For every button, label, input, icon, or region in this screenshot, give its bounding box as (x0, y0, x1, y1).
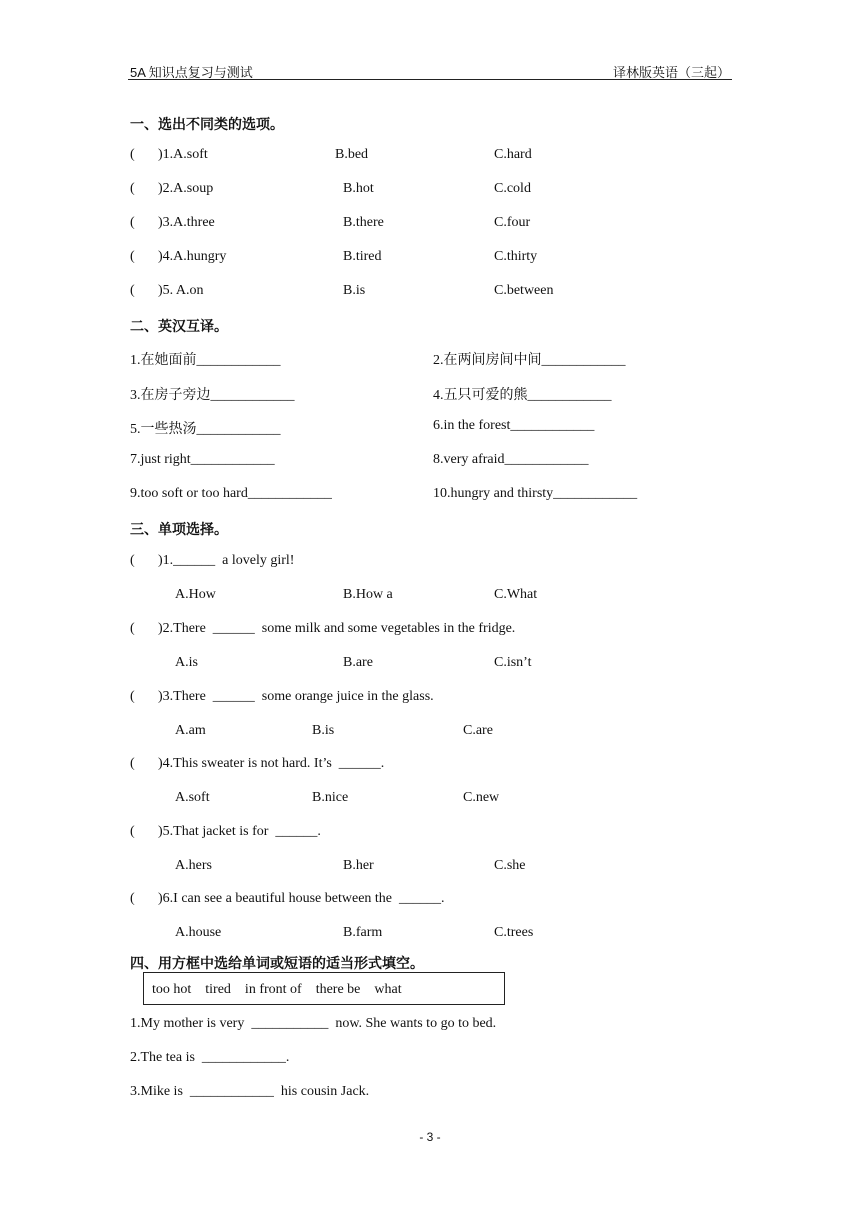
option-b: B.her (343, 858, 374, 873)
answer-paren: ( (130, 215, 135, 230)
question-text: )2.There ______ some milk and some vegetables in the fridge. (158, 621, 516, 636)
option-c: C.she (494, 858, 526, 873)
option-b: B.is (343, 283, 366, 298)
option-b: B.nice (312, 790, 349, 805)
option-c: C.trees (494, 925, 534, 940)
section3-title: 三、单项选择。 (130, 522, 228, 538)
question-text: )2.A.soup (158, 181, 214, 196)
answer-paren: ( (130, 553, 135, 568)
option-b: B.farm (343, 925, 383, 940)
translation-item: 8.very afraid____________ (433, 452, 589, 467)
answer-paren: ( (130, 756, 135, 771)
question-text: )4.This sweater is not hard. It’s ______. (158, 756, 385, 771)
option-c: C.are (463, 723, 493, 738)
option-b: B.is (312, 723, 335, 738)
question-text: )4.A.hungry (158, 249, 227, 264)
translation-item: 4.五只可爱的熊____________ (433, 388, 612, 403)
translation-item: 2.在两间房间中间____________ (433, 353, 626, 368)
option-b: B.bed (335, 147, 369, 162)
option-c: C.What (494, 587, 538, 602)
option-b: B.hot (343, 181, 374, 196)
option-c: C.four (494, 215, 531, 230)
question-text: )6.I can see a beautiful house between the ______. (158, 891, 445, 906)
page-number: - 3 - (419, 1130, 441, 1144)
answer-paren: ( (130, 249, 135, 264)
question-text: )5. A.on (158, 283, 204, 298)
section1-title: 一、选出不同类的选项。 (130, 117, 284, 133)
answer-paren: ( (130, 891, 135, 906)
translation-item: 5.一些热汤____________ (130, 422, 281, 437)
answer-paren: ( (130, 689, 135, 704)
fill-item: 2.The tea is ____________. (130, 1050, 290, 1065)
option-c: C.isn’t (494, 655, 532, 670)
question-text: )3.There ______ some orange juice in the glass. (158, 689, 434, 704)
option-b: B.there (343, 215, 384, 230)
option-a: A.is (175, 655, 198, 670)
translation-item: 1.在她面前____________ (130, 353, 281, 368)
fill-item: 3.Mike is ____________ his cousin Jack. (130, 1084, 370, 1099)
translation-item: 9.too soft or too hard____________ (130, 486, 332, 501)
header-divider (128, 79, 732, 80)
fill-item: 1.My mother is very ___________ now. She wants to go to bed. (130, 1016, 497, 1031)
header-right: 译林版英语（三起） (612, 65, 730, 80)
answer-paren: ( (130, 621, 135, 636)
question-text: )1.______ a lovely girl! (158, 553, 295, 568)
answer-paren: ( (130, 824, 135, 839)
option-a: A.house (175, 925, 222, 940)
header-left: 5A 知识点复习与测试 (130, 65, 253, 80)
option-a: A.How (175, 587, 216, 602)
question-text: )1.A.soft (158, 147, 208, 162)
translation-item: 3.在房子旁边____________ (130, 388, 295, 403)
word-box-words: too hot tired in front of there be what (152, 982, 402, 997)
translation-item: 10.hungry and thirsty____________ (433, 486, 638, 501)
option-c: C.thirty (494, 249, 538, 264)
option-c: C.between (494, 283, 554, 298)
option-c: C.new (463, 790, 500, 805)
option-b: B.are (343, 655, 373, 670)
option-c: C.cold (494, 181, 531, 196)
section2-title: 二、英汉互译。 (130, 319, 228, 335)
section4-title: 四、用方框中选给单词或短语的适当形式填空。 (130, 956, 424, 972)
translation-item: 7.just right____________ (130, 452, 275, 467)
answer-paren: ( (130, 283, 135, 298)
word-box (143, 972, 505, 1005)
option-c: C.hard (494, 147, 532, 162)
translation-item: 6.in the forest____________ (433, 418, 595, 433)
answer-paren: ( (130, 147, 135, 162)
option-a: A.hers (175, 858, 212, 873)
answer-paren: ( (130, 181, 135, 196)
question-text: )5.That jacket is for ______. (158, 824, 321, 839)
option-b: B.How a (343, 587, 393, 602)
option-a: A.am (175, 723, 206, 738)
option-a: A.soft (175, 790, 210, 805)
option-b: B.tired (343, 249, 382, 264)
question-text: )3.A.three (158, 215, 215, 230)
